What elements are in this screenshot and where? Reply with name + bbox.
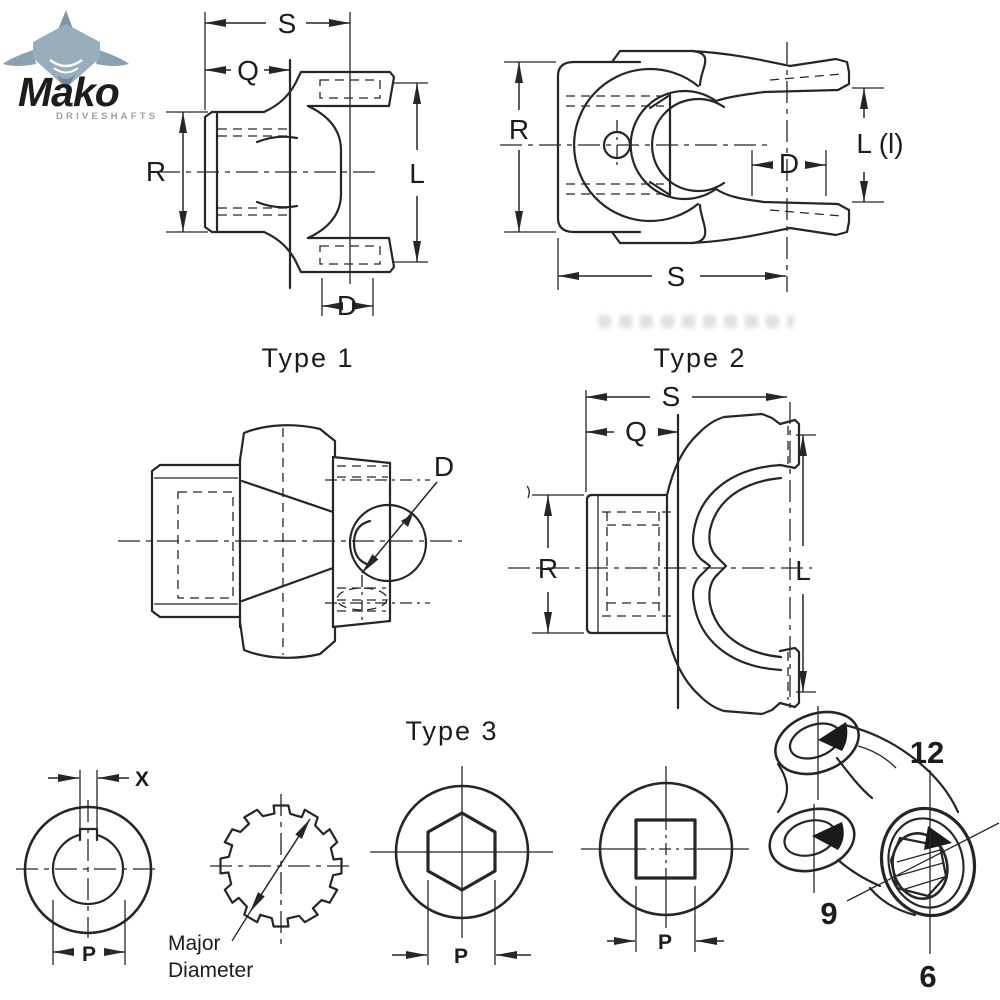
type3-front-dim-r bbox=[532, 495, 584, 633]
mako-driveshafts-logo bbox=[3, 10, 158, 122]
type2-dim-r bbox=[504, 62, 556, 232]
keyway-bore-section bbox=[16, 768, 160, 966]
square-bore-section bbox=[581, 766, 749, 954]
type2-title: Type 2 bbox=[653, 343, 747, 373]
keyway-dim-p-label: P bbox=[81, 943, 97, 966]
type3-front-dim-s-label: S bbox=[661, 381, 681, 412]
type1-title: Type 1 bbox=[261, 343, 355, 373]
type3-side-diagram bbox=[118, 425, 499, 746]
keyway-dim-x-label: X bbox=[134, 768, 150, 791]
type2-dim-s bbox=[558, 238, 786, 292]
type3-front-dim-r-label: R bbox=[537, 553, 559, 584]
type3-side-dim-d-label: D bbox=[433, 451, 455, 482]
yoke-3d-drawing bbox=[763, 701, 986, 925]
spline-major-diameter-callout bbox=[168, 819, 310, 982]
spline-callout-line2: Diameter bbox=[168, 959, 254, 982]
type1-dim-l-label: L bbox=[409, 158, 425, 189]
type1-dim-s-label: S bbox=[277, 8, 297, 39]
type3-front-dim-l-label: L bbox=[795, 555, 811, 586]
hex-socket bbox=[891, 838, 946, 896]
bearing-cup bbox=[354, 521, 370, 565]
type2-dim-r-label: R bbox=[508, 114, 530, 145]
hex-bore-section bbox=[370, 766, 553, 968]
type1-dim-l bbox=[392, 83, 428, 262]
stray-mark bbox=[527, 486, 529, 498]
keyway-dim-x bbox=[48, 768, 149, 791]
square-dim-p-label: P bbox=[657, 931, 673, 954]
type1-dim-r-label: R bbox=[145, 156, 167, 187]
spline-bore-section bbox=[168, 794, 352, 982]
type3-front-diagram bbox=[508, 381, 816, 714]
type2-dim-d-label: D bbox=[778, 148, 800, 179]
type2-diagram bbox=[500, 42, 904, 373]
type2-dim-l-label: L (l) bbox=[856, 128, 904, 159]
brand-subtitle: DRIVESHAFTS bbox=[56, 111, 159, 122]
spline-callout-line1: Major bbox=[168, 932, 221, 955]
bottom-ear-shadow bbox=[812, 822, 844, 850]
mid-arrowhead bbox=[401, 514, 413, 527]
clock-label-12: 12 bbox=[909, 735, 945, 770]
clock-label-9: 9 bbox=[820, 896, 838, 931]
clock-label-6: 6 bbox=[919, 959, 937, 994]
type1-dim-d-label: D bbox=[336, 290, 358, 321]
type3-front-dim-q bbox=[586, 416, 679, 447]
type2-dim-l bbox=[852, 88, 904, 202]
type1-diagram bbox=[146, 8, 428, 373]
brand-name: Mako bbox=[18, 69, 119, 115]
clock-position-diagram bbox=[763, 701, 999, 994]
hex-dim-p-label: P bbox=[453, 945, 469, 968]
type1-dim-s bbox=[205, 8, 350, 39]
type3-front-dim-q-label: Q bbox=[625, 416, 647, 447]
type1-dim-d bbox=[322, 278, 373, 321]
type1-dim-q-label: Q bbox=[237, 55, 259, 86]
type3-title: Type 3 bbox=[405, 716, 499, 746]
type2-dim-s-label: S bbox=[666, 261, 686, 292]
type2-dim-d bbox=[752, 148, 826, 196]
type1-dim-q bbox=[205, 55, 290, 86]
type3-front-dim-s bbox=[586, 381, 787, 492]
type1-yoke-outline bbox=[158, 72, 394, 272]
bearing-circle bbox=[350, 505, 426, 581]
